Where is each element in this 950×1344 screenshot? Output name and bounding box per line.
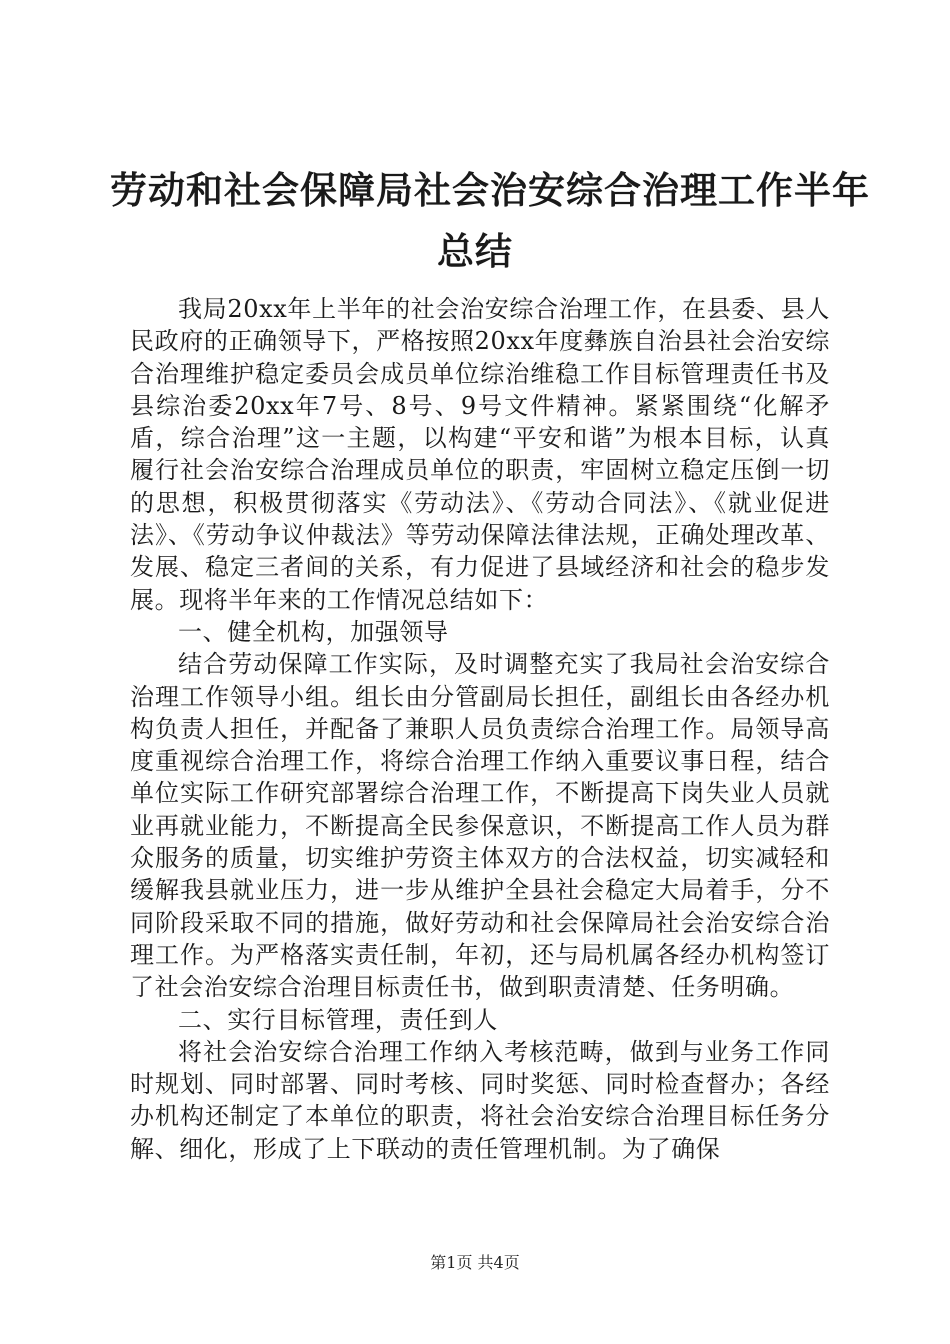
paragraph-section-2: 将社会治安综合治理工作纳入考核范畴，做到与业务工作同时规划、同时部署、同时考核、同时奖惩、同时检查督办；各经办机构还制定了本单位的职责，将社会治安综合治理目标任务分解、细化，形成了上下联动的责任管理机制。为了确保 (130, 1037, 830, 1163)
document-title-line-2: 总结 (437, 229, 513, 273)
section-heading-2: 二、实行目标管理，责任到人 (178, 1005, 498, 1034)
page-number-footer: 第1页 共4页 (430, 1253, 520, 1272)
paragraph-intro: 我局20xx年上半年的社会治安综合治理工作，在县委、县人民政府的正确领导下，严格按照20xx年度彝族自治县社会治安综合治理维护稳定委员会成员单位综治维稳工作目标管理责任书及县综治委20xx年7号、8号、9号文件精神。紧紧围绕“化解矛盾，综合治理”这一主题，以构建“平安和谐”为根本目标，认真履行社会治安综合治理成员单位的职责，牢固树立稳定压倒一切的思想，积极贯彻落实《劳动法》、《劳动合同法》、《就业促进法》、《劳动争议仲裁法》等劳动保障法律法规，正确处理改革、发展、稳定三者间的关系，有力促进了县域经济和社会的稳步发展。现将半年来的工作情况总结如下： (130, 295, 830, 614)
document-body (130, 293, 830, 1165)
section-heading-1: 一、健全机构，加强领导 (178, 617, 449, 646)
document-title-line-1: 劳动和社会保障局社会治安综合治理工作半年 (110, 168, 870, 212)
paragraph-section-1: 结合劳动保障工作实际，及时调整充实了我局社会治安综合治理工作领导小组。组长由分管副局长担任，副组长由各经办机构负责人担任，并配备了兼职人员负责综合治理工作。局领导高度重视综合治理工作，将综合治理工作纳入重要议事日程，结合单位实际工作研究部署综合治理工作，不断提高下岗失业人员就业再就业能力，不断提高全民参保意识，不断提高工作人员为群众服务的质量，切实维护劳资主体双方的合法权益，切实减轻和缓解我县就业压力，进一步从维护全县社会稳定大局着手，分不同阶段采取不同的措施，做好劳动和社会保障局社会治安综合治理工作。为严格落实责任制，年初，还与局机属各经办机构签订了社会治安综合治理目标责任书，做到职责清楚、任务明确。 (130, 650, 830, 1002)
